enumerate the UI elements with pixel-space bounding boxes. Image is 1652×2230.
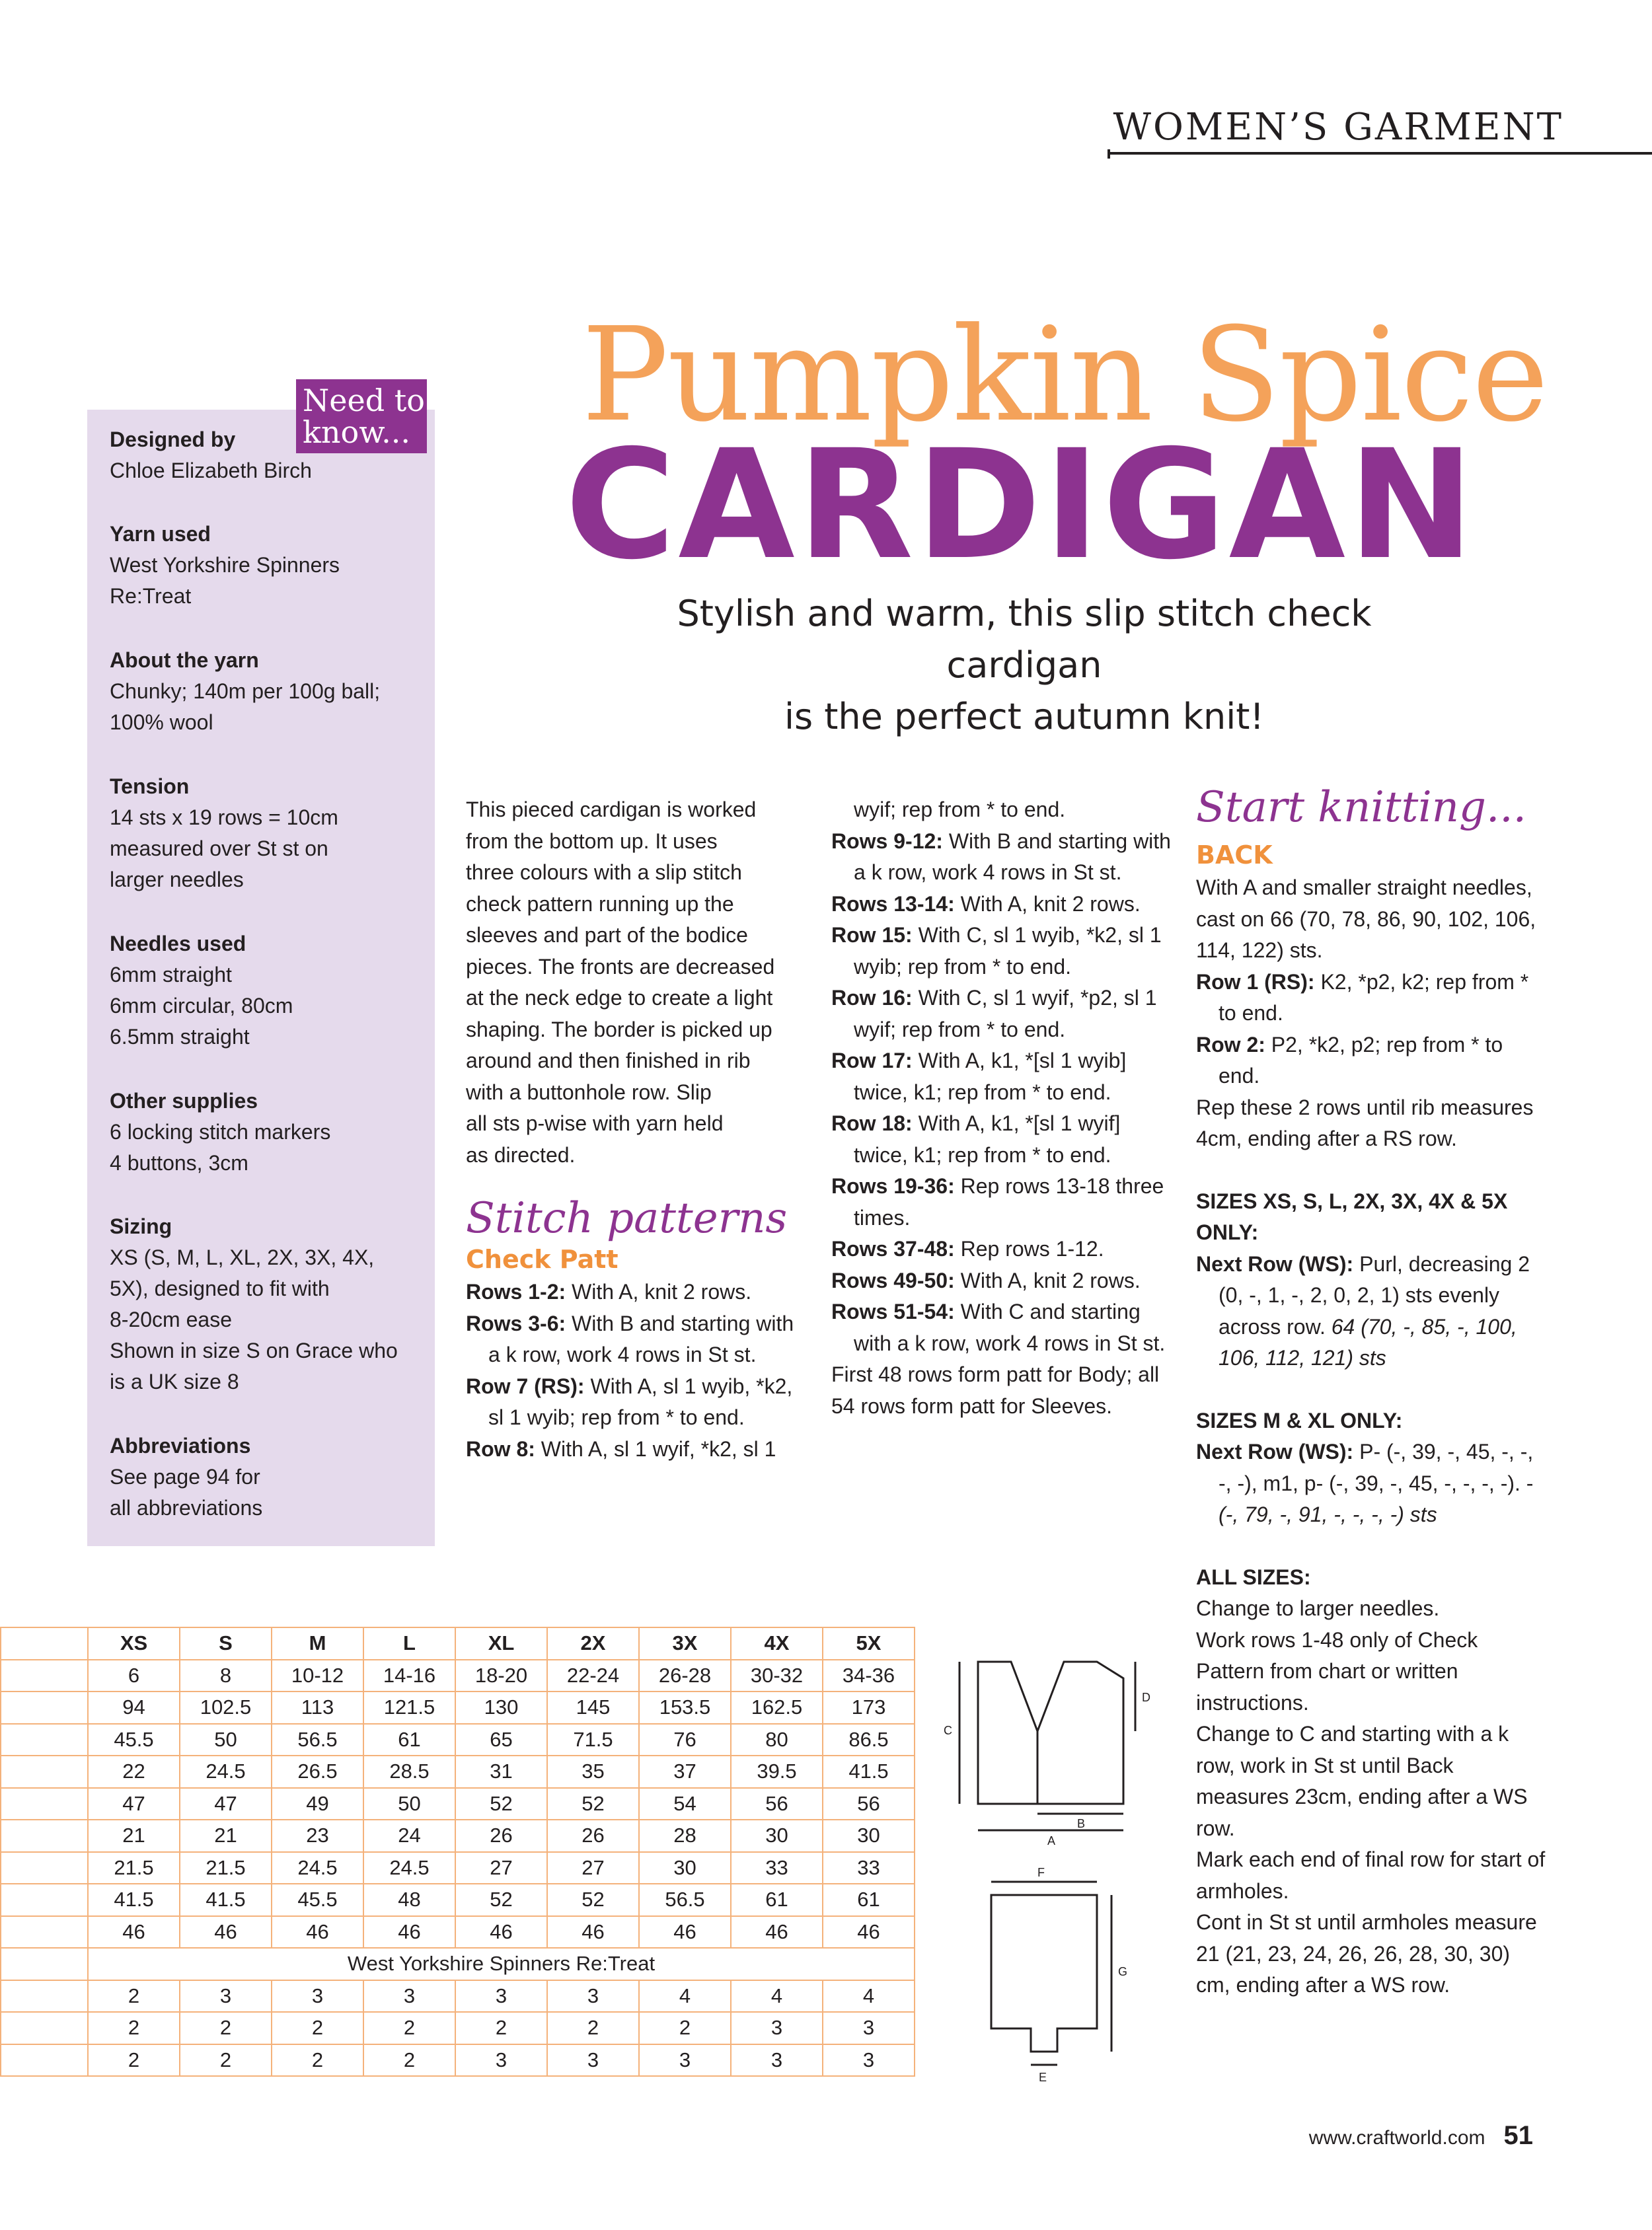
table-cell: 2X — [547, 1627, 639, 1660]
row-label-cell — [1, 1852, 88, 1884]
table-row — [1, 2044, 915, 2077]
row-text: P2, *k2, p2; rep from * to end. — [1219, 1032, 1503, 1088]
table-cell: 3X — [639, 1627, 731, 1660]
sidebar-line: 6mm circular, 80cm — [110, 994, 293, 1018]
row-label-cell — [1, 1756, 88, 1788]
row-text: With C and starting with a k row, work 4 rows in St st. — [854, 1300, 1166, 1355]
page-number: 51 — [1503, 2121, 1533, 2150]
table-cell: 50 — [363, 1788, 455, 1820]
label-f: F — [1037, 1866, 1045, 1879]
sizes-heading-2: SIZES M & XL ONLY: — [1196, 1408, 1403, 1432]
pattern-row — [466, 1277, 809, 1308]
sidebar-line: 14 sts x 19 rows = 10cm — [110, 805, 338, 829]
table-cell: 56.5 — [639, 1884, 731, 1916]
table-cell: 102.5 — [180, 1691, 272, 1724]
row-text: With A, knit 2 rows. — [954, 1268, 1141, 1292]
row-text: With A, k1, *[sl 1 wyib] twice, k1; rep from * to end. — [854, 1049, 1127, 1104]
sidebar-needles — [110, 928, 427, 1053]
row-label: Row 16: — [831, 986, 913, 1010]
row-label: Row 2: — [1196, 1032, 1265, 1057]
closing-text: First 48 rows form patt for Body; all 54 rows form patt for Sleeves. — [831, 1362, 1160, 1418]
table-cell: 162.5 — [731, 1691, 823, 1724]
sidebar-heading: About the yarn — [110, 648, 259, 672]
all-sizes-line: Change to larger needles. — [1196, 1596, 1440, 1620]
table-cell: 46 — [731, 1916, 823, 1949]
table-cell: 2 — [180, 2044, 272, 2077]
column-2 — [831, 794, 1175, 1422]
all-sizes-line: Mark each end of final row for start of armholes. — [1196, 1847, 1546, 1903]
row-text: With A, knit 2 rows. — [566, 1280, 752, 1304]
table-cell: 2 — [272, 2044, 363, 2077]
table-cell: 46 — [823, 1916, 915, 1949]
intro-line: at the neck edge to create a light — [466, 986, 773, 1010]
sidebar-about-yarn — [110, 645, 427, 738]
table-cell: 56 — [731, 1788, 823, 1820]
row-label: Rows 49-50: — [831, 1268, 955, 1292]
table-cell: 26 — [455, 1820, 547, 1852]
table-cell: 2 — [272, 2012, 363, 2044]
table-row — [1, 2012, 915, 2044]
row-label-cell — [1, 1980, 88, 2013]
table-cell: 80 — [731, 1724, 823, 1756]
all-sizes-line: Cont in St st until armholes measure 21 (21, 23, 24, 26, 26, 28, 30, 30) cm, ending after a WS row. — [1196, 1910, 1537, 1997]
column-3 — [1196, 783, 1546, 2001]
row-label-cell — [1, 1788, 88, 1820]
column-1 — [466, 794, 809, 1465]
table-cell: 46 — [272, 1916, 363, 1949]
table-cell: 3 — [547, 1980, 639, 2013]
table-cell: 45.5 — [272, 1884, 363, 1916]
row-label-cell — [1, 1627, 88, 1660]
stitch-patterns-heading: Stitch patterns — [466, 1194, 788, 1243]
table-cell: 21 — [88, 1820, 180, 1852]
pattern-row — [831, 1108, 1175, 1171]
table-cell: 10-12 — [272, 1660, 363, 1692]
table-cell: 130 — [455, 1691, 547, 1724]
table-cell: 6 — [88, 1660, 180, 1692]
table-cell: 3 — [547, 2044, 639, 2077]
table-cell: 31 — [455, 1756, 547, 1788]
header-rule-tick — [1108, 149, 1110, 159]
intro-line: as directed. — [466, 1142, 576, 1167]
sidebar-line: Shown in size S on Grace who — [110, 1339, 398, 1362]
pattern-row — [1196, 1029, 1546, 1092]
back-body-outline — [978, 1662, 1123, 1804]
row-result: (-, 79, -, 91, -, -, -, -) sts — [1219, 1503, 1437, 1526]
pattern-row — [831, 1265, 1175, 1297]
check-patt-heading: Check Patt — [466, 1245, 619, 1274]
table-cell: L — [363, 1627, 455, 1660]
sidebar-heading: Sizing — [110, 1214, 172, 1238]
continued-line: wyif; rep from * to end. — [854, 798, 1066, 821]
table-cell: XS — [88, 1627, 180, 1660]
sidebar-line: all abbreviations — [110, 1496, 263, 1520]
table-cell: 4 — [639, 1980, 731, 2013]
table-cell: 22 — [88, 1756, 180, 1788]
section-label: WOMEN’S GARMENT — [1113, 106, 1563, 149]
intro-line: This pieced cardigan is worked — [466, 798, 757, 821]
table-cell: 5X — [823, 1627, 915, 1660]
table-cell: 71.5 — [547, 1724, 639, 1756]
row-text: With A, k1, *[sl 1 wyif] twice, k1; rep from * to end. — [854, 1111, 1121, 1167]
table-cell: 30 — [731, 1820, 823, 1852]
need-to-know-sidebar — [87, 410, 435, 1546]
table-row — [1, 1820, 915, 1852]
table-cell: 45.5 — [88, 1724, 180, 1756]
table-cell: 21 — [180, 1820, 272, 1852]
size-table-body — [1, 1627, 915, 2076]
rep-text: Rep these 2 rows until rib measures 4cm, ending after a RS row. — [1196, 1095, 1534, 1150]
row-label-cell — [1, 1916, 88, 1949]
garment-schematic — [925, 1632, 1163, 2095]
table-cell: 3 — [455, 1980, 547, 2013]
table-cell: 46 — [547, 1916, 639, 1949]
table-cell: 30-32 — [731, 1660, 823, 1692]
table-cell: 24.5 — [272, 1852, 363, 1884]
row-label-cell — [1, 1660, 88, 1692]
table-cell: 33 — [731, 1852, 823, 1884]
start-knitting-heading: Start knitting... — [1196, 783, 1526, 832]
table-cell: 47 — [88, 1788, 180, 1820]
table-cell: 24 — [363, 1820, 455, 1852]
row-label: Rows 19-36: — [831, 1174, 955, 1198]
table-cell: 54 — [639, 1788, 731, 1820]
table-cell: 153.5 — [639, 1691, 731, 1724]
row-text: With C, sl 1 wyif, *p2, sl 1 wyif; rep from * to end. — [854, 986, 1157, 1041]
row-label: Rows 3-6: — [466, 1311, 566, 1335]
sidebar-heading: Yarn used — [110, 522, 211, 546]
row-label: Rows 9-12: — [831, 829, 943, 853]
sidebar-line: 6 locking stitch markers — [110, 1120, 331, 1144]
intro-line: sleeves and part of the bodice — [466, 923, 748, 947]
title-script: Pumpkin Spice — [582, 300, 1548, 451]
table-cell: 35 — [547, 1756, 639, 1788]
subtitle — [595, 588, 1454, 743]
row-text: With B and starting with a k row, work 4 rows in St st. — [854, 829, 1171, 884]
table-cell: 113 — [272, 1691, 363, 1724]
sidebar-tension — [110, 771, 427, 895]
table-cell: 41.5 — [88, 1884, 180, 1916]
pattern-row — [831, 826, 1175, 889]
table-cell: 121.5 — [363, 1691, 455, 1724]
all-sizes-heading: ALL SIZES: — [1196, 1565, 1311, 1589]
table-cell: 2 — [180, 2012, 272, 2044]
sidebar-line: Chunky; 140m per 100g ball; — [110, 679, 381, 703]
sidebar-heading: Designed by — [110, 427, 236, 451]
size-table-grid — [0, 1627, 915, 2077]
table-cell: 52 — [547, 1788, 639, 1820]
table-cell: 24.5 — [363, 1852, 455, 1884]
table-row — [1, 1916, 915, 1949]
table-cell: 2 — [547, 2012, 639, 2044]
sleeve-outline — [991, 1895, 1097, 2052]
pattern-row — [831, 1045, 1175, 1108]
sidebar-heading: Needles used — [110, 932, 246, 955]
intro-line: shaping. The border is picked up — [466, 1017, 772, 1041]
table-cell: 14-16 — [363, 1660, 455, 1692]
table-cell: 2 — [363, 2012, 455, 2044]
table-cell: 28 — [639, 1820, 731, 1852]
table-cell: 4 — [823, 1980, 915, 2013]
row-label: Rows 1-2: — [466, 1280, 566, 1304]
table-cell: 46 — [455, 1916, 547, 1949]
table-cell: 24.5 — [180, 1756, 272, 1788]
table-cell: 46 — [180, 1916, 272, 1949]
row-text: With A, knit 2 rows. — [954, 891, 1141, 916]
pattern-row — [466, 1308, 809, 1371]
intro-line: from the bottom up. It uses — [466, 829, 718, 853]
table-cell: 52 — [455, 1788, 547, 1820]
table-cell: 56 — [823, 1788, 915, 1820]
table-cell: 3 — [455, 2044, 547, 2077]
row-text: K2, *p2, k2; rep from * to end. — [1219, 969, 1529, 1025]
table-row — [1, 1980, 915, 2013]
sidebar-line: 4 buttons, 3cm — [110, 1151, 248, 1175]
sidebar-line: Chloe Elizabeth Birch — [110, 459, 312, 482]
table-cell: 26 — [547, 1820, 639, 1852]
table-cell: S — [180, 1627, 272, 1660]
table-cell: 46 — [88, 1916, 180, 1949]
pattern-row — [831, 1234, 1175, 1265]
back-intro: With A and smaller straight needles, cast on 66 (70, 78, 86, 90, 102, 106, 114, 122) sts. — [1196, 875, 1536, 962]
table-cell: 26.5 — [272, 1756, 363, 1788]
pattern-row — [466, 1434, 809, 1466]
row-label-cell — [1, 1820, 88, 1852]
table-row — [1, 1660, 915, 1692]
need-to-know-tag — [296, 379, 427, 453]
sidebar-line: XS (S, M, L, XL, 2X, 3X, 4X, — [110, 1245, 375, 1269]
table-cell: 3 — [731, 2012, 823, 2044]
label-b: B — [1077, 1817, 1086, 1830]
back-heading: BACK — [1196, 840, 1273, 870]
sidebar-line: 6mm straight — [110, 963, 232, 986]
yarn-row — [1, 1948, 915, 1980]
tag-line-1: Need to — [303, 383, 425, 418]
table-row — [1, 1884, 915, 1916]
header-rule — [1108, 152, 1652, 155]
pattern-row — [1196, 1436, 1546, 1531]
table-cell: 61 — [731, 1884, 823, 1916]
pattern-row — [831, 1171, 1175, 1234]
row-label-cell — [1, 1884, 88, 1916]
table-cell: 2 — [88, 2012, 180, 2044]
table-cell: 61 — [823, 1884, 915, 1916]
table-cell: 41.5 — [180, 1884, 272, 1916]
table-cell: 50 — [180, 1724, 272, 1756]
row-text: Rep rows 1-12. — [954, 1237, 1104, 1261]
row-label: Row 15: — [831, 923, 913, 947]
table-row — [1, 1852, 915, 1884]
sidebar-line: 6.5mm straight — [110, 1025, 250, 1049]
sidebar-line: 100% wool — [110, 710, 213, 734]
table-cell: 2 — [455, 2012, 547, 2044]
table-cell: 3 — [731, 2044, 823, 2077]
table-cell: 37 — [639, 1756, 731, 1788]
row-label: Row 1 (RS): — [1196, 969, 1315, 994]
table-row — [1, 1724, 915, 1756]
table-cell: 145 — [547, 1691, 639, 1724]
table-cell: 46 — [639, 1916, 731, 1949]
table-cell: M — [272, 1627, 363, 1660]
row-text: With B and starting with a k row, work 4 rows in St st. — [488, 1311, 794, 1366]
table-cell: 27 — [547, 1852, 639, 1884]
table-cell: 30 — [823, 1820, 915, 1852]
label-e: E — [1039, 2071, 1047, 2084]
pattern-row — [1196, 1249, 1546, 1374]
row-label-cell — [1, 1724, 88, 1756]
table-row — [1, 1627, 915, 1660]
intro-line: all sts p-wise with yarn held — [466, 1111, 724, 1135]
intro-line: three colours with a slip stitch — [466, 860, 742, 884]
table-cell: 34-36 — [823, 1660, 915, 1692]
row-label: Row 7 (RS): — [466, 1374, 585, 1398]
sidebar-heading: Other supplies — [110, 1089, 258, 1113]
table-cell: 21.5 — [88, 1852, 180, 1884]
sidebar-line: 8-20cm ease — [110, 1308, 232, 1331]
sidebar-sizing — [110, 1211, 427, 1397]
intro-line: pieces. The fronts are decreased — [466, 954, 775, 979]
table-cell: 39.5 — [731, 1756, 823, 1788]
table-cell: 76 — [639, 1724, 731, 1756]
table-cell: 52 — [455, 1884, 547, 1916]
row-text: P- (-, 39, -, 45, -, -, -, -), m1, p- (-, 39, -, 45, -, -, -, -). - — [1219, 1440, 1534, 1495]
pattern-row — [831, 1296, 1175, 1359]
row-label-cell — [1, 2044, 88, 2077]
table-cell: 3 — [272, 1980, 363, 2013]
table-cell: 26-28 — [639, 1660, 731, 1692]
intro-line: with a buttonhole row. Slip — [466, 1080, 712, 1104]
pattern-row — [831, 983, 1175, 1045]
table-cell: 49 — [272, 1788, 363, 1820]
row-text: With C, sl 1 wyib, *k2, sl 1 wyib; rep from * to end. — [854, 923, 1162, 979]
footer-url[interactable]: www.craftworld.com — [1308, 2127, 1485, 2149]
table-cell: 41.5 — [823, 1756, 915, 1788]
table-row — [1, 1788, 915, 1820]
table-cell: 23 — [272, 1820, 363, 1852]
table-cell: 52 — [547, 1884, 639, 1916]
table-cell: 4 — [731, 1980, 823, 2013]
row-label: Next Row (WS): — [1196, 1440, 1354, 1464]
table-cell: 3 — [823, 2044, 915, 2077]
all-sizes-line: Change to C and starting with a k row, work in St st until Back measures 23cm, ending after a WS row. — [1196, 1722, 1528, 1840]
label-g: G — [1118, 1965, 1128, 1978]
label-a: A — [1047, 1834, 1056, 1847]
table-cell: 3 — [180, 1980, 272, 2013]
label-d: D — [1142, 1691, 1150, 1704]
table-row — [1, 1756, 915, 1788]
pattern-row — [831, 920, 1175, 983]
sidebar-line: measured over St st on — [110, 836, 328, 860]
row-label: Row 18: — [831, 1111, 913, 1135]
sidebar-line: See page 94 for — [110, 1465, 260, 1489]
table-cell: 2 — [363, 2044, 455, 2077]
section-header — [1108, 106, 1570, 159]
pattern-row — [466, 1371, 809, 1434]
table-row — [1, 1691, 915, 1724]
sidebar-yarn-used — [110, 519, 427, 612]
row-label: Row 17: — [831, 1049, 913, 1072]
table-cell: 3 — [363, 1980, 455, 2013]
sidebar-other-supplies — [110, 1086, 427, 1179]
subtitle-line-2: is the perfect autumn knit! — [784, 696, 1265, 737]
row-text: With A, sl 1 wyif, *k2, sl 1 — [535, 1436, 776, 1461]
sidebar-abbreviations — [110, 1431, 427, 1524]
table-cell: 47 — [180, 1788, 272, 1820]
intro-line: check pattern running up the — [466, 891, 734, 916]
title-main: CARDIGAN — [565, 417, 1477, 593]
yarn-name-cell: West Yorkshire Spinners Re:Treat — [88, 1948, 915, 1980]
sizes-heading-1: SIZES XS, S, L, 2X, 3X, 4X & 5X ONLY: — [1196, 1189, 1508, 1244]
table-cell: 3 — [823, 2012, 915, 2044]
table-cell: 2 — [639, 2012, 731, 2044]
table-cell: 61 — [363, 1724, 455, 1756]
row-label: Next Row (WS): — [1196, 1251, 1354, 1276]
label-c: C — [944, 1724, 952, 1737]
table-cell: 46 — [363, 1916, 455, 1949]
table-cell: 30 — [639, 1852, 731, 1884]
row-label-cell — [1, 2012, 88, 2044]
table-cell: 2 — [88, 2044, 180, 2077]
row-text: Purl, decreasing 2 (0, -, 1, -, 2, 0, 2, 1) sts evenly across row. — [1219, 1251, 1530, 1339]
sidebar-line: larger needles — [110, 868, 244, 891]
sidebar-line: 5X), designed to fit with — [110, 1277, 330, 1300]
all-sizes-line: Work rows 1-48 only of Check Pattern from chart or written instructions. — [1196, 1627, 1478, 1715]
table-cell: 33 — [823, 1852, 915, 1884]
table-cell: 94 — [88, 1691, 180, 1724]
sidebar-line: is a UK size 8 — [110, 1370, 239, 1394]
table-cell: 173 — [823, 1691, 915, 1724]
tag-line-2: know... — [303, 414, 410, 450]
table-cell: 28.5 — [363, 1756, 455, 1788]
row-label: Row 8: — [466, 1436, 535, 1461]
sidebar-heading: Tension — [110, 774, 190, 798]
table-cell: 27 — [455, 1852, 547, 1884]
table-cell: 3 — [639, 2044, 731, 2077]
table-cell: 86.5 — [823, 1724, 915, 1756]
table-cell: 18-20 — [455, 1660, 547, 1692]
table-cell: 8 — [180, 1660, 272, 1692]
table-cell: 22-24 — [547, 1660, 639, 1692]
row-text: With A, sl 1 wyib, *k2, sl 1 wyib; rep from * to end. — [488, 1374, 793, 1429]
table-cell: 4X — [731, 1627, 823, 1660]
table-cell: 56.5 — [272, 1724, 363, 1756]
intro-line: around and then finished in rib — [466, 1049, 751, 1072]
row-label: Rows 37-48: — [831, 1237, 955, 1261]
page-footer — [1309, 2121, 1533, 2151]
table-cell: 2 — [88, 1980, 180, 2013]
table-cell: 21.5 — [180, 1852, 272, 1884]
row-text: Rep rows 13-18 three times. — [854, 1174, 1164, 1230]
sidebar-line: West Yorkshire Spinners — [110, 553, 340, 577]
sidebar-heading: Abbreviations — [110, 1434, 251, 1458]
row-label: Rows 51-54: — [831, 1300, 955, 1323]
sidebar-line: Re:Treat — [110, 584, 192, 608]
subtitle-line-1: Stylish and warm, this slip stitch check cardigan — [677, 593, 1372, 686]
row-label-cell — [1, 1691, 88, 1724]
row-label-cell — [1, 1948, 88, 1980]
row-result: 64 (70, -, 85, -, 100, 106, 112, 121) sts — [1219, 1314, 1517, 1370]
row-label: Rows 13-14: — [831, 891, 955, 916]
table-cell: 48 — [363, 1884, 455, 1916]
pattern-row — [1196, 967, 1546, 1029]
pattern-row — [831, 889, 1175, 920]
table-cell: XL — [455, 1627, 547, 1660]
table-cell: 65 — [455, 1724, 547, 1756]
